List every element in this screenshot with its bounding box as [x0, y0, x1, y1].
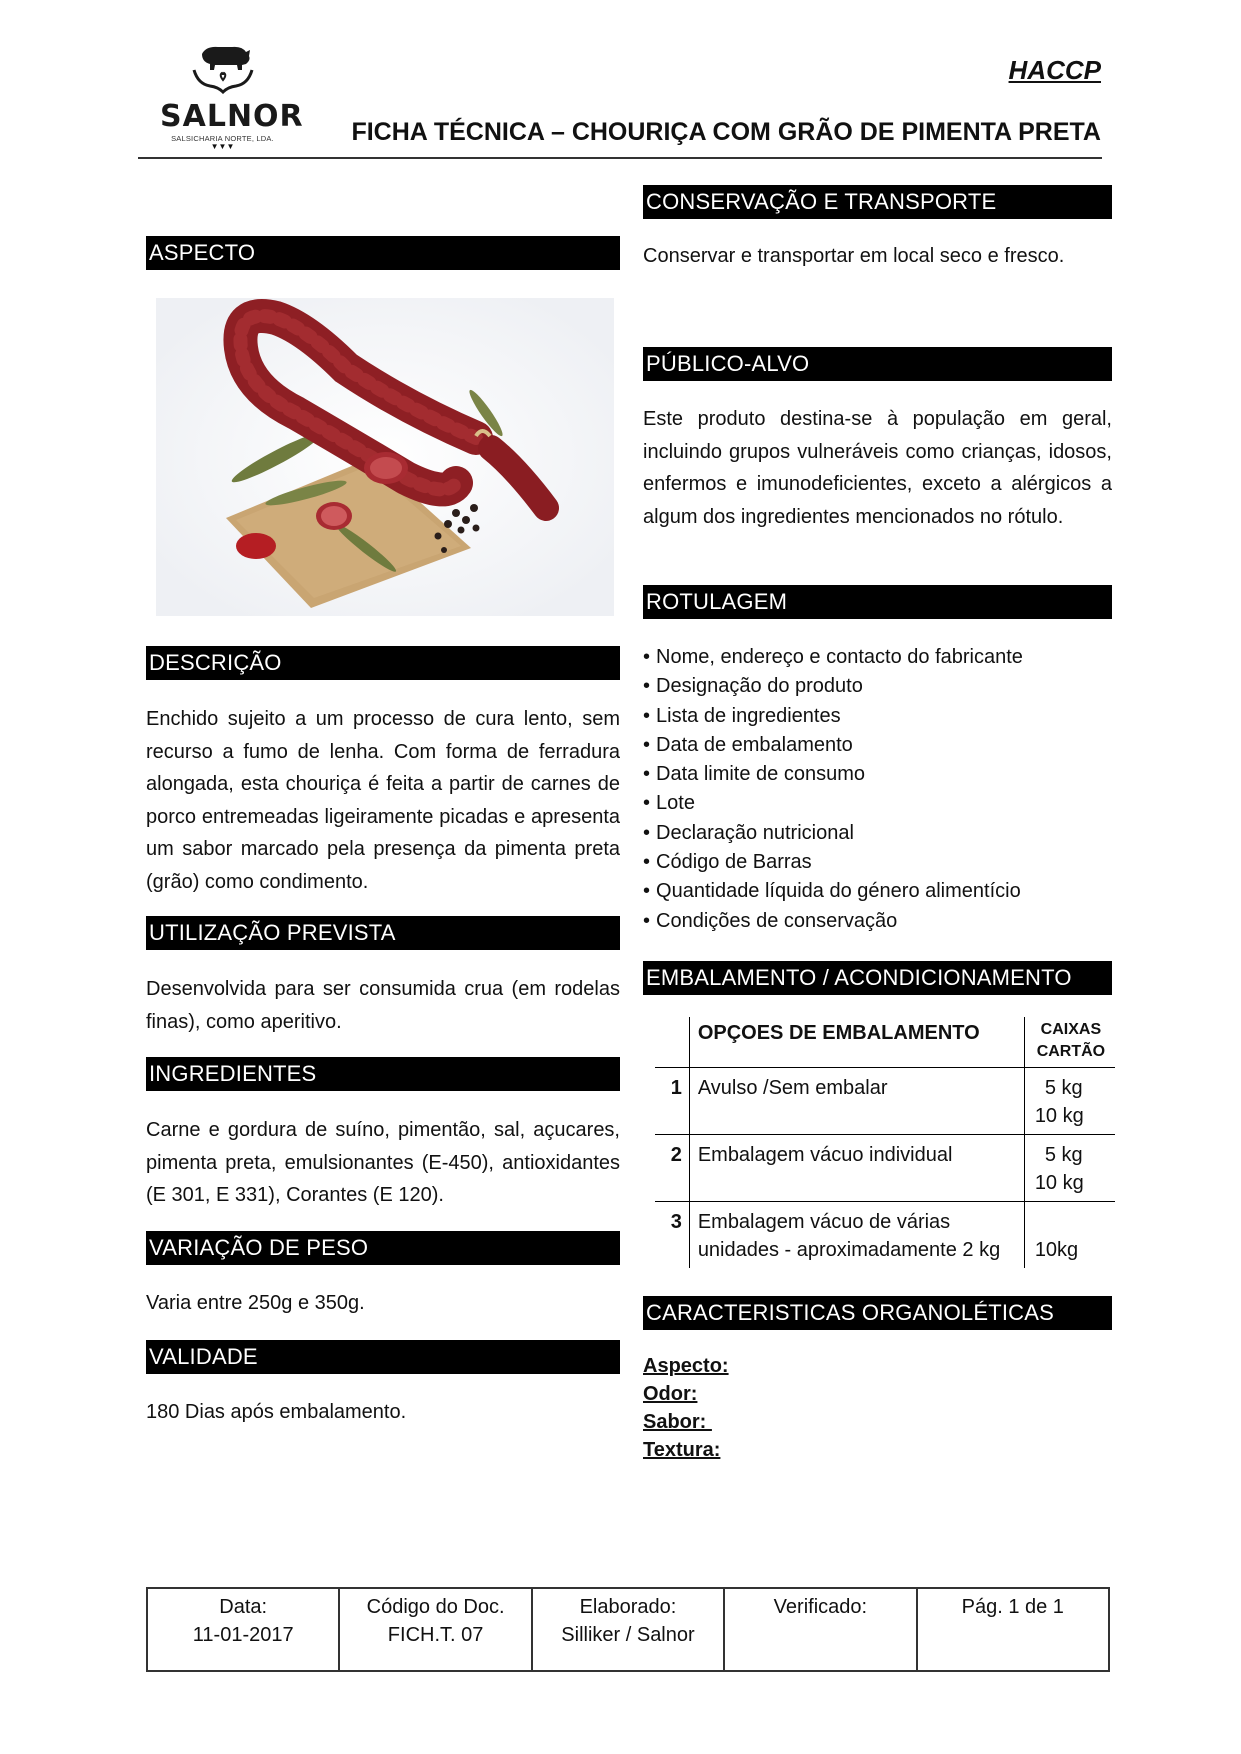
row-qty [1024, 1202, 1115, 1269]
organ-sabor: Sabor: [643, 1411, 712, 1433]
footer-codigo-cell [339, 1588, 531, 1671]
footer-pagina-cell [917, 1588, 1109, 1671]
publico-heading: PÚBLICO-ALVO [643, 347, 1112, 381]
list-item: • Nome, endereço e contacto do fabricante [643, 643, 1112, 672]
footer-data-value: 11-01-2017 [192, 1624, 294, 1646]
list-item: • Data limite de consumo [643, 760, 1112, 789]
rotulagem-heading: ROTULAGEM [643, 585, 1112, 619]
row-qty-line1: 5 kg [1044, 1144, 1083, 1166]
list-item: • Data de embalamento [643, 731, 1112, 760]
company-logo [160, 40, 304, 151]
organ-odor: Odor: [643, 1383, 698, 1405]
col-qty-header-line1: CAIXAS [1040, 1021, 1102, 1038]
row-number: 1 [655, 1068, 689, 1135]
peso-text: Varia entre 250g e 350g. [146, 1292, 365, 1314]
row-option-line1: Embalagem vácuo de várias [697, 1211, 951, 1233]
col-qty-header-line2: CARTÃO [1036, 1043, 1106, 1060]
list-item: • Quantidade líquida do género alimentício [643, 877, 1112, 906]
footer-codigo-label: Código do Doc. [366, 1596, 505, 1618]
footer-page-number: Pág. 1 de 1 [961, 1596, 1064, 1618]
row-qty-line1 [1035, 1208, 1107, 1236]
logo-subtitle: SALSICHARIA NORTE, LDA. [171, 134, 274, 143]
row-qty [1024, 1068, 1115, 1135]
document-title: FICHA TÉCNICA – CHOURIÇA COM GRÃO DE PIMENTA PRETA [351, 118, 1101, 146]
row-option-line2: unidades - aproximadamente 2 kg [697, 1239, 1001, 1261]
row-qty [1024, 1135, 1115, 1202]
row-number: 3 [655, 1202, 689, 1269]
ingredientes-heading: INGREDIENTES [146, 1057, 620, 1091]
table-row [655, 1202, 1115, 1269]
organ-textura: Textura: [643, 1439, 721, 1461]
descricao-text: Enchido sujeito a um processo de cura lento, sem recurso a fumo de lenha. Com forma de ferradura alongada, esta chouriça é feita a partir de carnes de porco entremeadas ligeiramente picadas e apresenta um sabor marcado pela presença da pimenta preta (grão) como condimento. [146, 708, 620, 893]
utilizacao-text: Desenvolvida para ser consumida crua (em rodelas finas), como aperitivo. [146, 978, 620, 1033]
embalamento-heading: EMBALAMENTO / ACONDICIONAMENTO [643, 961, 1112, 995]
footer-verificado-label: Verificado: [773, 1596, 868, 1618]
row-option [689, 1135, 1024, 1202]
logo-brand: SALNOR [160, 99, 304, 134]
aspecto-heading: ASPECTO [146, 236, 620, 270]
conservacao-heading: CONSERVAÇÃO E TRANSPORTE [643, 185, 1112, 219]
validade-heading: VALIDADE [146, 1340, 620, 1374]
footer-codigo-value: FICH.T. 07 [387, 1624, 484, 1646]
list-item: • Declaração nutricional [643, 819, 1112, 848]
logo-dots-icon: ▼▼▼ [210, 142, 235, 151]
table-row [655, 1068, 1115, 1135]
row-qty-line2: 10 kg [1034, 1105, 1084, 1127]
footer-elaborado-cell [532, 1588, 724, 1671]
product-photo [156, 298, 614, 616]
validade-text: 180 Dias após embalamento. [146, 1401, 407, 1423]
header-divider [138, 157, 1102, 159]
footer-elaborado-value: Silliker / Salnor [561, 1624, 695, 1646]
row-qty-line2: 10 kg [1034, 1172, 1084, 1194]
descricao-heading: DESCRIÇÃO [146, 646, 620, 680]
list-item: • Lote [643, 789, 1112, 818]
organolepticas-heading: CARACTERISTICAS ORGANOLÉTICAS [643, 1296, 1112, 1330]
publico-text: Este produto destina-se à população em geral, incluindo grupos vulneráveis como crianças, idosos, enfermos e imunodeficientes, exceto a alérgicos a algum dos ingredientes mencionados no rótulo. [643, 408, 1112, 528]
row-option-line1: Embalagem vácuo individual [697, 1144, 953, 1166]
organolepticas-list [643, 1352, 1112, 1464]
haccp-label: HACCP [1008, 55, 1101, 85]
row-option [689, 1068, 1024, 1135]
row-qty-line2: 10kg [1034, 1239, 1079, 1261]
utilizacao-heading: UTILIZAÇÃO PREVISTA [146, 916, 620, 950]
peso-heading: VARIAÇÃO DE PESO [146, 1231, 620, 1265]
list-item: • Lista de ingredientes [643, 702, 1112, 731]
list-item: • Designação do produto [643, 672, 1112, 701]
footer-verificado-cell [724, 1588, 916, 1671]
list-item: • Código de Barras [643, 848, 1112, 877]
conservacao-text: Conservar e transportar em local seco e fresco. [643, 245, 1065, 267]
list-item: • Condições de conservação [643, 907, 1112, 936]
rotulagem-list [643, 643, 1112, 936]
footer-data-label: Data: [219, 1596, 268, 1618]
pig-logo-icon [188, 40, 258, 96]
col-qty-header [1024, 1017, 1115, 1068]
row-qty-line1: 5 kg [1044, 1077, 1083, 1099]
packaging-table [655, 1017, 1115, 1268]
table-header-row [655, 1017, 1115, 1068]
organ-aspecto: Aspecto: [643, 1355, 729, 1377]
row-number: 2 [655, 1135, 689, 1202]
row-option [689, 1202, 1024, 1269]
ingredientes-text: Carne e gordura de suíno, pimentão, sal, açucares, pimenta preta, emulsionantes (E-450), antioxidantes (E 301, E 331), Corantes (E 120). [146, 1119, 620, 1206]
footer-data-cell [147, 1588, 339, 1671]
col-option-header: OPÇOES DE EMBALAMENTO [689, 1017, 1024, 1068]
table-row [655, 1135, 1115, 1202]
document-footer-table [146, 1587, 1110, 1672]
footer-elaborado-label: Elaborado: [579, 1596, 677, 1618]
row-option-line1: Avulso /Sem embalar [697, 1077, 888, 1099]
